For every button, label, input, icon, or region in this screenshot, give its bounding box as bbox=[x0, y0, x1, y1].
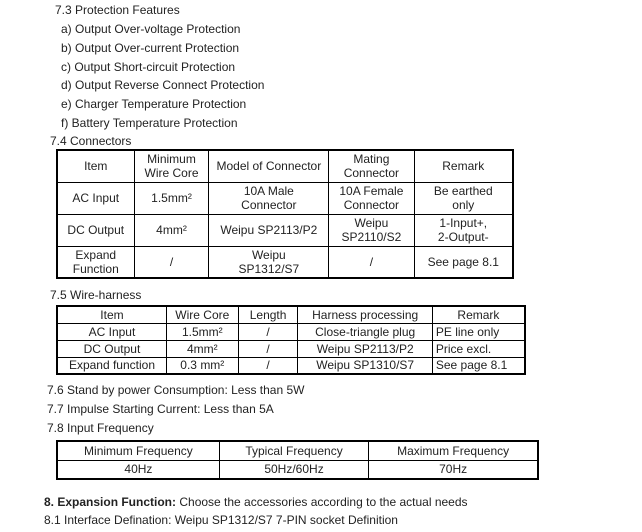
input-frequency-table bbox=[56, 440, 539, 480]
wire-harness-header-cell: Length bbox=[238, 306, 298, 323]
section-7-7-text: 7.7 Impulse Starting Current: Less than 5A bbox=[47, 402, 274, 416]
section-7-6-text: 7.6 Stand by power Consumption: Less than 5W bbox=[47, 383, 305, 397]
protection-item-c: c) Output Short-circuit Protection bbox=[61, 60, 236, 74]
section-8-label: 8. Expansion Function: bbox=[44, 495, 177, 509]
wire-harness-header-cell: Remark bbox=[432, 306, 525, 323]
table-cell: 10A Male Connector bbox=[209, 182, 329, 214]
table-cell: Weipu SP2113/P2 bbox=[298, 340, 432, 357]
section-7-8-heading: 7.8 Input Frequency bbox=[47, 421, 154, 435]
table-cell: Expand Function bbox=[57, 246, 134, 278]
frequency-header-cell: Maximum Frequency bbox=[369, 441, 538, 460]
table-row bbox=[57, 214, 513, 246]
table-cell: / bbox=[238, 357, 298, 374]
table-cell: Price excl. bbox=[432, 340, 525, 357]
connectors-header-cell: Minimum Wire Core bbox=[134, 150, 209, 182]
table-cell: Weipu SP1312/S7 bbox=[209, 246, 329, 278]
section-7-3-heading: 7.3 Protection Features bbox=[55, 3, 180, 17]
table-cell: Be earthed only bbox=[414, 182, 513, 214]
table-cell: 1-Input+, 2-Output- bbox=[414, 214, 513, 246]
section-8-text bbox=[44, 495, 468, 509]
frequency-header-cell: Typical Frequency bbox=[219, 441, 368, 460]
table-cell: 70Hz bbox=[369, 460, 538, 479]
table-cell: Weipu SP2110/S2 bbox=[329, 214, 414, 246]
table-cell: 40Hz bbox=[57, 460, 219, 479]
protection-item-b: b) Output Over-current Protection bbox=[61, 41, 240, 55]
table-cell: AC Input bbox=[57, 182, 134, 214]
table-row bbox=[57, 323, 525, 340]
connectors-header-row bbox=[57, 150, 513, 182]
protection-item-a: a) Output Over-voltage Protection bbox=[61, 22, 241, 36]
wire-harness-header-row bbox=[57, 306, 525, 323]
table-cell: DC Output bbox=[57, 340, 166, 357]
wire-harness-header-cell: Wire Core bbox=[166, 306, 238, 323]
table-cell: PE line only bbox=[432, 323, 525, 340]
table-cell: See page 8.1 bbox=[414, 246, 513, 278]
connectors-header-cell: Mating Connector bbox=[329, 150, 414, 182]
protection-item-f: f) Battery Temperature Protection bbox=[61, 116, 238, 130]
table-row bbox=[57, 182, 513, 214]
table-row bbox=[57, 357, 525, 374]
table-cell: AC Input bbox=[57, 323, 166, 340]
connectors-table bbox=[56, 149, 514, 279]
table-cell: 1.5mm² bbox=[166, 323, 238, 340]
table-cell: 4mm² bbox=[134, 214, 209, 246]
table-cell: / bbox=[329, 246, 414, 278]
table-row bbox=[57, 246, 513, 278]
table-cell: Weipu SP1310/S7 bbox=[298, 357, 432, 374]
table-cell: / bbox=[134, 246, 209, 278]
table-cell: / bbox=[238, 323, 298, 340]
section-8-1-text: 8.1 Interface Defination: Weipu SP1312/S7 7-PIN socket Definition bbox=[44, 513, 398, 527]
table-cell: 50Hz/60Hz bbox=[219, 460, 368, 479]
table-cell: / bbox=[238, 340, 298, 357]
wire-harness-table bbox=[56, 305, 526, 375]
protection-item-d: d) Output Reverse Connect Protection bbox=[61, 78, 265, 92]
table-cell: Expand function bbox=[57, 357, 166, 374]
connectors-header-cell: Model of Connector bbox=[209, 150, 329, 182]
section-7-4-heading: 7.4 Connectors bbox=[50, 134, 132, 148]
table-cell: DC Output bbox=[57, 214, 134, 246]
table-cell: Close-triangle plug bbox=[298, 323, 432, 340]
frequency-header-cell: Minimum Frequency bbox=[57, 441, 219, 460]
table-cell: 4mm² bbox=[166, 340, 238, 357]
table-cell: 1.5mm² bbox=[134, 182, 209, 214]
table-row bbox=[57, 340, 525, 357]
protection-item-e: e) Charger Temperature Protection bbox=[61, 97, 247, 111]
table-cell: 10A Female Connector bbox=[329, 182, 414, 214]
table-cell: 0.3 mm² bbox=[166, 357, 238, 374]
section-8-description: Choose the accessories according to the actual needs bbox=[176, 495, 468, 509]
connectors-header-cell: Item bbox=[57, 150, 134, 182]
connectors-header-cell: Remark bbox=[414, 150, 513, 182]
table-cell: See page 8.1 bbox=[432, 357, 525, 374]
table-row bbox=[57, 460, 538, 479]
table-cell: Weipu SP2113/P2 bbox=[209, 214, 329, 246]
wire-harness-header-cell: Harness processing bbox=[298, 306, 432, 323]
frequency-header-row bbox=[57, 441, 538, 460]
wire-harness-header-cell: Item bbox=[57, 306, 166, 323]
section-7-5-heading: 7.5 Wire-harness bbox=[50, 288, 142, 302]
